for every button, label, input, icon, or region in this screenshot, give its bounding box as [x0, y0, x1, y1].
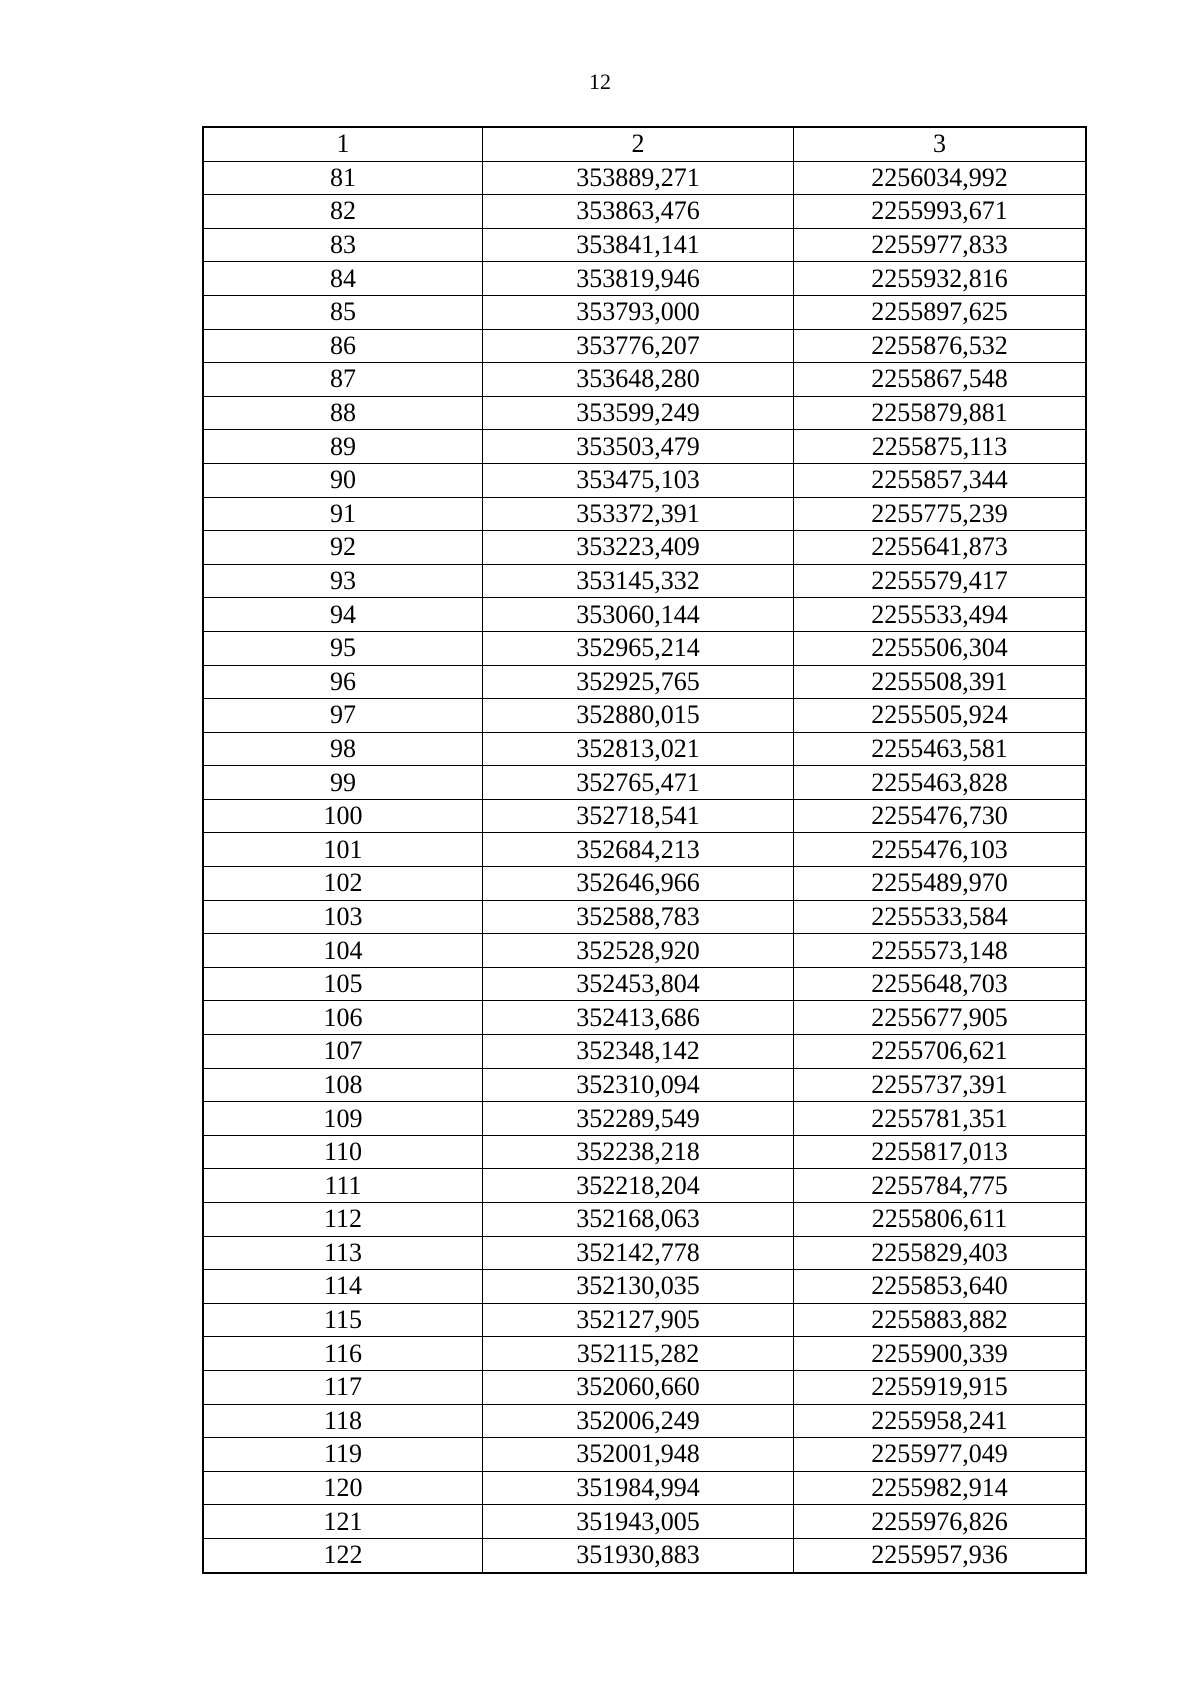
table-row — [204, 1538, 1086, 1572]
y-coordinate-cell: 2255641,873 — [794, 531, 1086, 565]
table-row — [204, 665, 1086, 699]
y-coordinate-cell: 2255505,924 — [794, 699, 1086, 733]
table-row — [204, 1203, 1086, 1237]
y-coordinate-cell: 2255737,391 — [794, 1068, 1086, 1102]
y-coordinate-cell: 2255533,584 — [794, 900, 1086, 934]
x-coordinate-cell: 353793,000 — [483, 295, 794, 329]
x-coordinate-cell: 352684,213 — [483, 833, 794, 867]
coordinates-table — [203, 127, 1086, 1573]
y-coordinate-cell: 2255648,703 — [794, 967, 1086, 1001]
point-number-cell: 87 — [204, 363, 483, 397]
x-coordinate-cell: 353372,391 — [483, 497, 794, 531]
y-coordinate-cell: 2255879,881 — [794, 396, 1086, 430]
point-number-cell: 91 — [204, 497, 483, 531]
point-number-cell: 101 — [204, 833, 483, 867]
point-number-cell: 120 — [204, 1471, 483, 1505]
table-row — [204, 631, 1086, 665]
x-coordinate-cell: 353060,144 — [483, 598, 794, 632]
x-coordinate-cell: 353503,479 — [483, 430, 794, 464]
y-coordinate-cell: 2255982,914 — [794, 1471, 1086, 1505]
x-coordinate-cell: 352168,063 — [483, 1203, 794, 1237]
table-row — [204, 1035, 1086, 1069]
point-number-cell: 100 — [204, 799, 483, 833]
table-row — [204, 1505, 1086, 1539]
y-coordinate-cell: 2255897,625 — [794, 295, 1086, 329]
table-row — [204, 463, 1086, 497]
point-number-cell: 119 — [204, 1438, 483, 1472]
table-row — [204, 1001, 1086, 1035]
column-header-2: 2 — [483, 128, 794, 162]
x-coordinate-cell: 352528,920 — [483, 934, 794, 968]
point-number-cell: 108 — [204, 1068, 483, 1102]
point-number-cell: 85 — [204, 295, 483, 329]
point-number-cell: 82 — [204, 195, 483, 229]
point-number-cell: 113 — [204, 1236, 483, 1270]
table-row — [204, 531, 1086, 565]
point-number-cell: 96 — [204, 665, 483, 699]
table-row — [204, 799, 1086, 833]
x-coordinate-cell: 352142,778 — [483, 1236, 794, 1270]
x-coordinate-cell: 352880,015 — [483, 699, 794, 733]
table-row — [204, 867, 1086, 901]
point-number-cell: 118 — [204, 1404, 483, 1438]
table-row — [204, 1236, 1086, 1270]
y-coordinate-cell: 2255463,828 — [794, 766, 1086, 800]
x-coordinate-cell: 353841,141 — [483, 228, 794, 262]
table-header — [204, 128, 1086, 162]
y-coordinate-cell: 2256034,992 — [794, 161, 1086, 195]
table-row — [204, 766, 1086, 800]
y-coordinate-cell: 2255508,391 — [794, 665, 1086, 699]
point-number-cell: 115 — [204, 1303, 483, 1337]
table-row — [204, 396, 1086, 430]
x-coordinate-cell: 353776,207 — [483, 329, 794, 363]
point-number-cell: 98 — [204, 732, 483, 766]
x-coordinate-cell: 352238,218 — [483, 1135, 794, 1169]
table-row — [204, 228, 1086, 262]
table-row — [204, 1471, 1086, 1505]
x-coordinate-cell: 352310,094 — [483, 1068, 794, 1102]
y-coordinate-cell: 2255976,826 — [794, 1505, 1086, 1539]
y-coordinate-cell: 2255932,816 — [794, 262, 1086, 296]
x-coordinate-cell: 352115,282 — [483, 1337, 794, 1371]
table-body — [204, 161, 1086, 1572]
x-coordinate-cell: 352218,204 — [483, 1169, 794, 1203]
point-number-cell: 88 — [204, 396, 483, 430]
point-number-cell: 122 — [204, 1538, 483, 1572]
table-row — [204, 1337, 1086, 1371]
y-coordinate-cell: 2255533,494 — [794, 598, 1086, 632]
x-coordinate-cell: 351930,883 — [483, 1538, 794, 1572]
y-coordinate-cell: 2255958,241 — [794, 1404, 1086, 1438]
y-coordinate-cell: 2255829,403 — [794, 1236, 1086, 1270]
y-coordinate-cell: 2255476,103 — [794, 833, 1086, 867]
x-coordinate-cell: 351984,994 — [483, 1471, 794, 1505]
point-number-cell: 83 — [204, 228, 483, 262]
table-row — [204, 1303, 1086, 1337]
y-coordinate-cell: 2255857,344 — [794, 463, 1086, 497]
table-row — [204, 161, 1086, 195]
x-coordinate-cell: 353599,249 — [483, 396, 794, 430]
table-row — [204, 833, 1086, 867]
point-number-cell: 104 — [204, 934, 483, 968]
y-coordinate-cell: 2255489,970 — [794, 867, 1086, 901]
table-row — [204, 363, 1086, 397]
point-number-cell: 93 — [204, 564, 483, 598]
point-number-cell: 84 — [204, 262, 483, 296]
table-row — [204, 1404, 1086, 1438]
table-row — [204, 1169, 1086, 1203]
x-coordinate-cell: 352765,471 — [483, 766, 794, 800]
point-number-cell: 107 — [204, 1035, 483, 1069]
point-number-cell: 89 — [204, 430, 483, 464]
table-row — [204, 1135, 1086, 1169]
x-coordinate-cell: 351943,005 — [483, 1505, 794, 1539]
table-row — [204, 195, 1086, 229]
x-coordinate-cell: 352813,021 — [483, 732, 794, 766]
x-coordinate-cell: 352289,549 — [483, 1102, 794, 1136]
x-coordinate-cell: 352006,249 — [483, 1404, 794, 1438]
x-coordinate-cell: 353648,280 — [483, 363, 794, 397]
y-coordinate-cell: 2255875,113 — [794, 430, 1086, 464]
point-number-cell: 116 — [204, 1337, 483, 1371]
y-coordinate-cell: 2255993,671 — [794, 195, 1086, 229]
point-number-cell: 97 — [204, 699, 483, 733]
y-coordinate-cell: 2255476,730 — [794, 799, 1086, 833]
x-coordinate-cell: 352348,142 — [483, 1035, 794, 1069]
table-row — [204, 967, 1086, 1001]
column-header-1: 1 — [204, 128, 483, 162]
point-number-cell: 102 — [204, 867, 483, 901]
point-number-cell: 112 — [204, 1203, 483, 1237]
table-row — [204, 497, 1086, 531]
table-row — [204, 564, 1086, 598]
point-number-cell: 117 — [204, 1370, 483, 1404]
table-row — [204, 329, 1086, 363]
x-coordinate-cell: 352646,966 — [483, 867, 794, 901]
point-number-cell: 95 — [204, 631, 483, 665]
table-row — [204, 699, 1086, 733]
point-number-cell: 103 — [204, 900, 483, 934]
point-number-cell: 121 — [204, 1505, 483, 1539]
y-coordinate-cell: 2255806,611 — [794, 1203, 1086, 1237]
x-coordinate-cell: 352453,804 — [483, 967, 794, 1001]
table-row — [204, 1370, 1086, 1404]
x-coordinate-cell: 352413,686 — [483, 1001, 794, 1035]
x-coordinate-cell: 353863,476 — [483, 195, 794, 229]
point-number-cell: 90 — [204, 463, 483, 497]
page-number: 12 — [589, 69, 611, 94]
y-coordinate-cell: 2255883,882 — [794, 1303, 1086, 1337]
point-number-cell: 111 — [204, 1169, 483, 1203]
y-coordinate-cell: 2255775,239 — [794, 497, 1086, 531]
y-coordinate-cell: 2255867,548 — [794, 363, 1086, 397]
point-number-cell: 92 — [204, 531, 483, 565]
y-coordinate-cell: 2255977,833 — [794, 228, 1086, 262]
y-coordinate-cell: 2255573,148 — [794, 934, 1086, 968]
y-coordinate-cell: 2255900,339 — [794, 1337, 1086, 1371]
table-row — [204, 430, 1086, 464]
table-row — [204, 598, 1086, 632]
y-coordinate-cell: 2255919,915 — [794, 1370, 1086, 1404]
x-coordinate-cell: 352001,948 — [483, 1438, 794, 1472]
y-coordinate-cell: 2255677,905 — [794, 1001, 1086, 1035]
x-coordinate-cell: 353819,946 — [483, 262, 794, 296]
table-row — [204, 1438, 1086, 1472]
y-coordinate-cell: 2255579,417 — [794, 564, 1086, 598]
point-number-cell: 81 — [204, 161, 483, 195]
point-number-cell: 106 — [204, 1001, 483, 1035]
point-number-cell: 114 — [204, 1270, 483, 1304]
table-row — [204, 900, 1086, 934]
point-number-cell: 86 — [204, 329, 483, 363]
column-header-3: 3 — [794, 128, 1086, 162]
point-number-cell: 109 — [204, 1102, 483, 1136]
point-number-cell: 99 — [204, 766, 483, 800]
x-coordinate-cell: 352718,541 — [483, 799, 794, 833]
table-row — [204, 1270, 1086, 1304]
y-coordinate-cell: 2255853,640 — [794, 1270, 1086, 1304]
table-row — [204, 1102, 1086, 1136]
table-row — [204, 934, 1086, 968]
table-row — [204, 1068, 1086, 1102]
y-coordinate-cell: 2255781,351 — [794, 1102, 1086, 1136]
table-row — [204, 295, 1086, 329]
x-coordinate-cell: 353475,103 — [483, 463, 794, 497]
x-coordinate-cell: 352060,660 — [483, 1370, 794, 1404]
y-coordinate-cell: 2255817,013 — [794, 1135, 1086, 1169]
y-coordinate-cell: 2255876,532 — [794, 329, 1086, 363]
x-coordinate-cell: 352127,905 — [483, 1303, 794, 1337]
x-coordinate-cell: 352965,214 — [483, 631, 794, 665]
x-coordinate-cell: 352588,783 — [483, 900, 794, 934]
x-coordinate-cell: 353889,271 — [483, 161, 794, 195]
point-number-cell: 110 — [204, 1135, 483, 1169]
y-coordinate-cell: 2255977,049 — [794, 1438, 1086, 1472]
point-number-cell: 105 — [204, 967, 483, 1001]
y-coordinate-cell: 2255506,304 — [794, 631, 1086, 665]
table-header-row — [204, 128, 1086, 162]
point-number-cell: 94 — [204, 598, 483, 632]
x-coordinate-cell: 352130,035 — [483, 1270, 794, 1304]
y-coordinate-cell: 2255784,775 — [794, 1169, 1086, 1203]
table-row — [204, 732, 1086, 766]
y-coordinate-cell: 2255463,581 — [794, 732, 1086, 766]
x-coordinate-cell: 352925,765 — [483, 665, 794, 699]
x-coordinate-cell: 353145,332 — [483, 564, 794, 598]
y-coordinate-cell: 2255706,621 — [794, 1035, 1086, 1069]
y-coordinate-cell: 2255957,936 — [794, 1538, 1086, 1572]
x-coordinate-cell: 353223,409 — [483, 531, 794, 565]
table-row — [204, 262, 1086, 296]
